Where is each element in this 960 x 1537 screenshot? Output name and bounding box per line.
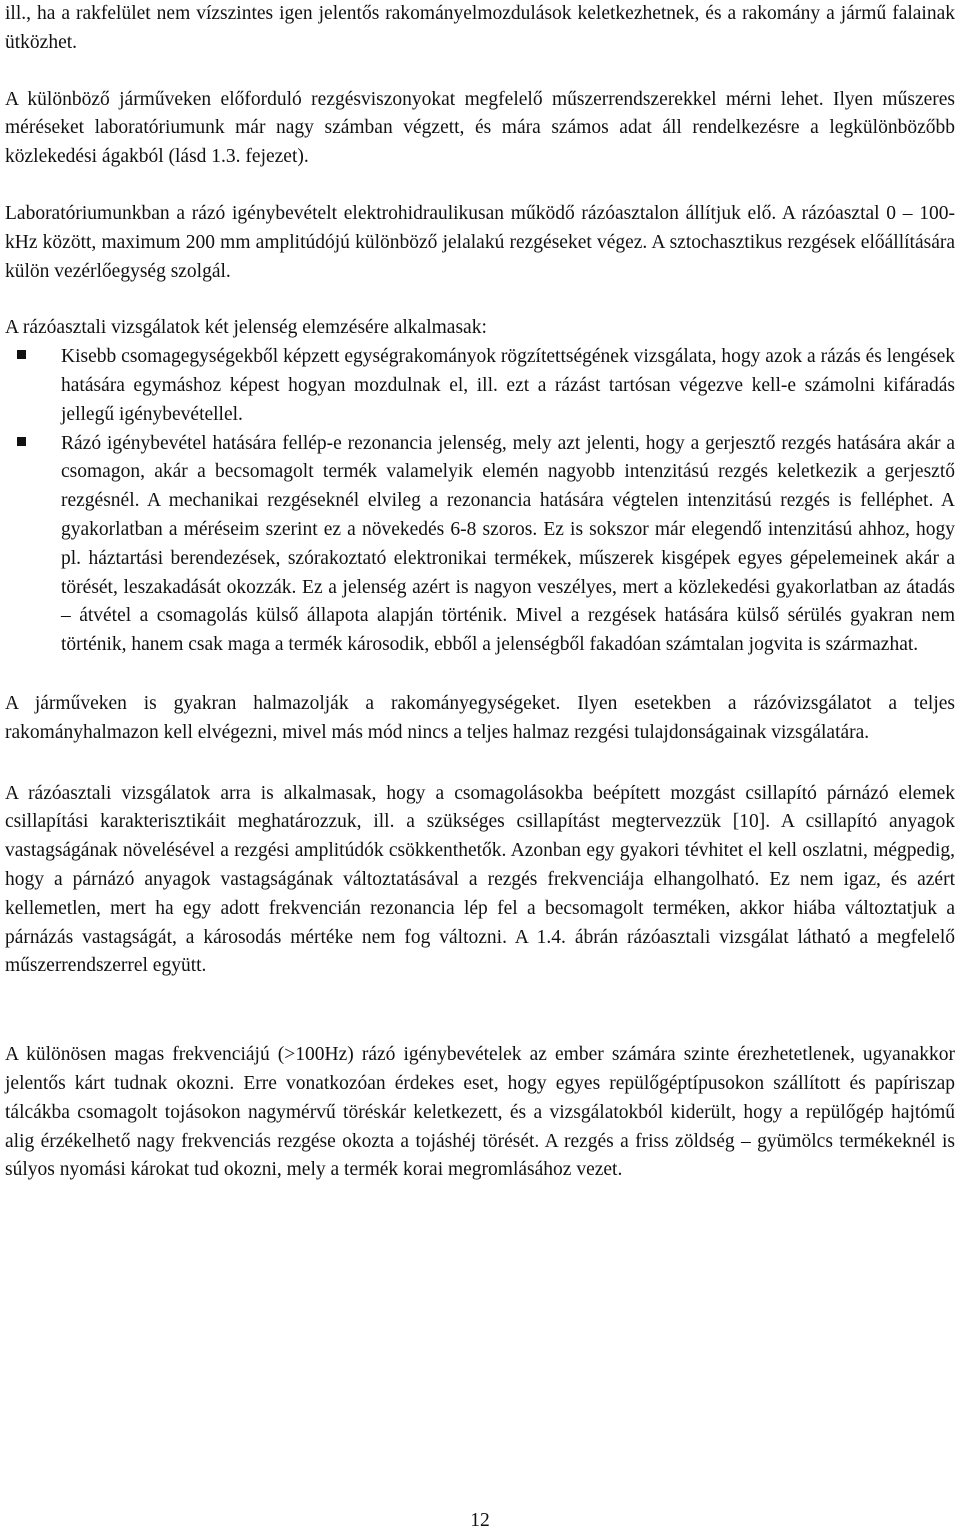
paragraph-shaker-table: Laboratóriumunkban a rázó igénybevételt elektrohidraulikusan működő rázóasztalon állítjuk elő. A rázóasztal 0 – 100- kHz között, maximum 200 mm amplitúdójú különböző jelalakú rezgéseket végez. A sztochasztikus rezgések előállítására külön vezérlőegység szolgál. (5, 202, 955, 282)
page-number: 12 (470, 1510, 490, 1531)
list-item-text: Rázó igénybevétel hatására fellép-e rezonancia jelenség, mely azt jelenti, hogy a gerjesztő rezgés hatására akár a csomagon, akár a becsomagolt termék valamelyik elemén nagyobb intenzitású rezgés keletkezik a gerjesztő rezgésnél. A mechanikai rezgéseknél elvileg a rezonancia hatására végtelen intenzitású rezgés is felléphet. A gyakorlatban a méréseim szerint ez a növekedés 6-8 szoros. Ez is sokszor már elegendő intenzitású ahhoz, hogy pl. háztartási berendezések, szórakoztató elektronikai termékek, műszerek kisgépek egyes gépelemeinek akár a törését, leszakadását okozzák. Ez a jelenség azért is nagyon veszélyes, mert a közlekedési gyakorlatban az átadás – átvétel a csomagolás külső állapota alapján történik. Mivel a rezgések hatására külső sérülés gyakran nem történik, hanem csak maga a termék károsodik, ebből a jelenségből fakadóan számtalan jogvita is származhat. (61, 432, 955, 656)
list-item (5, 343, 955, 429)
test-phenomena-list (5, 343, 955, 660)
list-item (5, 430, 955, 660)
paragraph-tests-intro: A rázóasztali vizsgálatok két jelenség elemzésére alkalmasak: (5, 317, 487, 339)
paragraph-damping-elements: A rázóasztali vizsgálatok arra is alkalmasak, hogy a csomagolásokba beépített mozgást csillapító párnázó elemek csillapítási karakterisztikáit meghatározzuk, ill. a szükséges csillapítást megtervezzük [10]. A csillapító anyagok vastagságának növelésével a rezgési amplitúdók csökkenthetők. Azonban egy gyakori tévhitet el kell oszlatni, mégpedig, hogy a párnázó anyagok vastagságának változtatásával a rezgés frekvenciája elhangolható. Ez nem igaz, és azért kellemetlen, mert ha egy adott frekvencián rezonancia lép fel a becsomagolt terméken, akkor hiába változtatjuk a párnázás vastagságát, a károsodás mértéke nem fog változni. A 1.4. ábrán rázóasztali vizsgálat látható a megfelelő műszerrendszerrel együtt. (5, 782, 955, 977)
square-bullet-icon (17, 350, 26, 359)
list-item-text: Kisebb csomagegységekből képzett egységrakományok rögzítettségének vizsgálata, hogy azok a rázás és lengések hatására egymáshoz képest hogyan mozdulnak el, ill. ezt a rázást tartósan végezve kell-e számolni kifáradás jellegű igénybevétellel. (61, 346, 955, 425)
square-bullet-icon (17, 437, 26, 446)
paragraph-cargo-shift: ill., ha a rakfelület nem vízszintes igen jelentős rakományelmozdulások keletkezhetnek, és a rakomány a jármű falainak ütközhet. (5, 3, 955, 53)
paragraph-high-frequency: A különösen magas frekvenciájú (>100Hz) rázó igénybevételek az ember számára szinte érezhetetlenek, ugyanakkor jelentős kárt tudnak okozni. Erre vonatkozóan érdekes eset, hogy egyes repülőgéptípusokon szállított és papíriszap tálcákba csomagolt tojásokon nagymérvű töréskár keletkezett, és a vizsgálatokból kiderült, hogy a repülőgép hajtómű alig érzékelhető nagy frekvenciás rezgése okozta a tojáshéj törését. A rezgés a friss zöldség – gyümölcs termékeknél is súlyos nyomási károkat tud okozni, mely a termék korai megromlásához vezet. (5, 1044, 955, 1181)
paragraph-vibration-measurement: A különböző járműveken előforduló rezgésviszonyokat megfelelő műszerrendszerekkel mérni lehet. Ilyen műszeres méréseket laboratóriumunk már nagy számban végzett, és mára számos adat áll rendelkezésre a legkülönbözőbb közlekedési ágakból (lásd 1.3. fejezet). (5, 88, 955, 168)
paragraph-stacked-loads: A járműveken is gyakran halmazolják a rakományegységeket. Ilyen esetekben a rázóvizsgálatot a teljes rakományhalmazon kell elvégezni, mivel más mód nincs a teljes halmaz rezgési tulajdonságainak vizsgálatára. (5, 692, 955, 743)
document-page (5, 0, 955, 1185)
